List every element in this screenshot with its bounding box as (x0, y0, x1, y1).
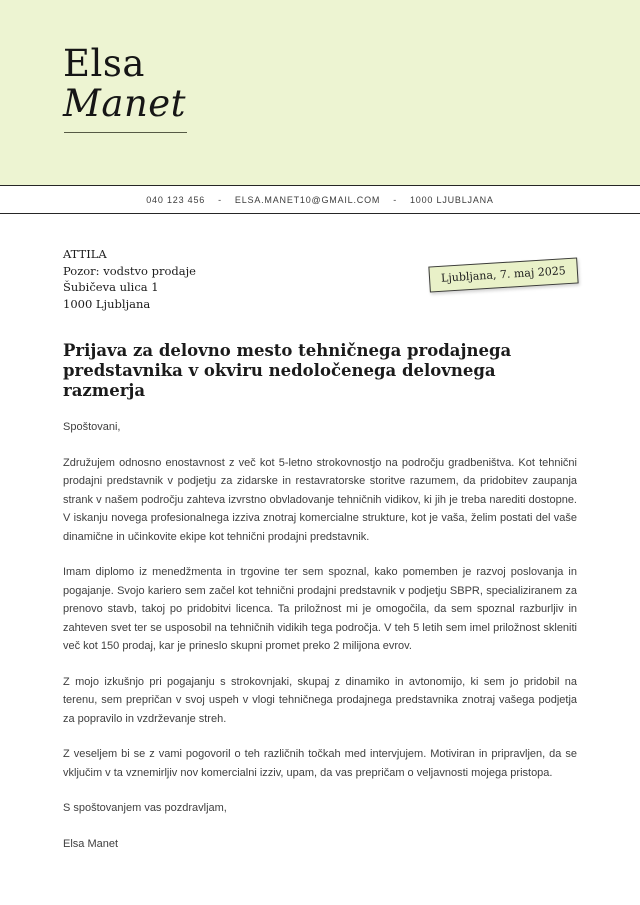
date-badge: Ljubljana, 7. maj 2025 (428, 257, 578, 292)
sender-first-name: Elsa (63, 42, 145, 85)
name-underline (64, 132, 187, 133)
letter-paragraph-3: Z mojo izkušnjo pri pogajanju s strokovnjaki, skupaj z dinamiko in avtonomijo, ki sem jo pridobil na terenu, sem prepričan v svoj uspeh v vlogi tehničnega prodajnega predstavnika znotraj vašega podjetja za popravilo in vzdrževanje streh. (63, 675, 577, 725)
letter-paragraph-4: Z veseljem bi se z vami pogovoril o teh različnih točkah med intervjujem. Motiviran in pripravljen, da se vključim v ta vznemirljiv nov komercialni izziv, upam, da vas prepričam o veljavnosti mojega pristopa. (63, 748, 577, 779)
recipient-city: 1000 Ljubljana (63, 296, 151, 311)
contact-bar (0, 185, 640, 214)
letter-signature: Elsa Manet (63, 837, 119, 850)
recipient-street: Šubičeva ulica 1 (63, 280, 159, 294)
sender-name (63, 44, 640, 124)
contact-separator: - (218, 194, 222, 205)
letter-paragraph-1: Združujem odnosno enostavnost z več kot 5-letno strokovnostjo na področju gradbeništva. Kot tehnični prodajni predstavnik v podjetju za zidarske in restavratorske storitve razumem, da pridobitev zaupanja strank v našem področju zahteva izvrstno obvladovanje tehničnih vidikov, ki jih je treba narediti dostopne. V iskanju novega profesionalnega izziva znotraj komercialne strukture, kot je vaša, želim postati del vaše dinamične in učinkovite ekipe kot tehnični prodajni predstavnik. (63, 456, 577, 543)
contact-phone: 040 123 456 (146, 194, 206, 205)
contact-city: 1000 LJUBLJANA (410, 194, 494, 205)
recipient-company: ATTILA (63, 247, 107, 261)
letter-paragraph-2: Imam diplomo iz menedžmenta in trgovine ter sem spoznal, kako pomemben je razvoj poslovanja in pogajanje. Svojo kariero sem začel kot tehnični prodajni predstavnik v podjetju SBPR, specializiranem za prenovo stavb, takoj po pridobitvi licenca. Ta priložnost mi je omogočila, da sem spoznal razburljiv in zahteven svet ter se usposobil na tehničnih vidikih tega področja. V teh 5 letih sem imel priložnost skleniti več kot 150 prodaj, kar je prineslo skupni promet preko 2 milijona evrov. (63, 566, 577, 653)
letter-subject: Prijava za delovno mesto tehničnega prodajnega predstavnika v okviru nedoločenega delovnega razmerja (63, 341, 512, 401)
contact-email: ELSA.MANET10@GMAIL.COM (234, 194, 381, 205)
letter-greeting: Spoštovani, (63, 421, 121, 434)
letterhead (0, 0, 640, 185)
letter-body (0, 214, 640, 853)
recipient-attention: Pozor: vodstvo prodaje (63, 263, 196, 278)
letter-closing: S spoštovanjem vas pozdravljam, (63, 802, 227, 815)
contact-separator: - (393, 194, 397, 205)
sender-last-name: Manet (63, 81, 187, 125)
